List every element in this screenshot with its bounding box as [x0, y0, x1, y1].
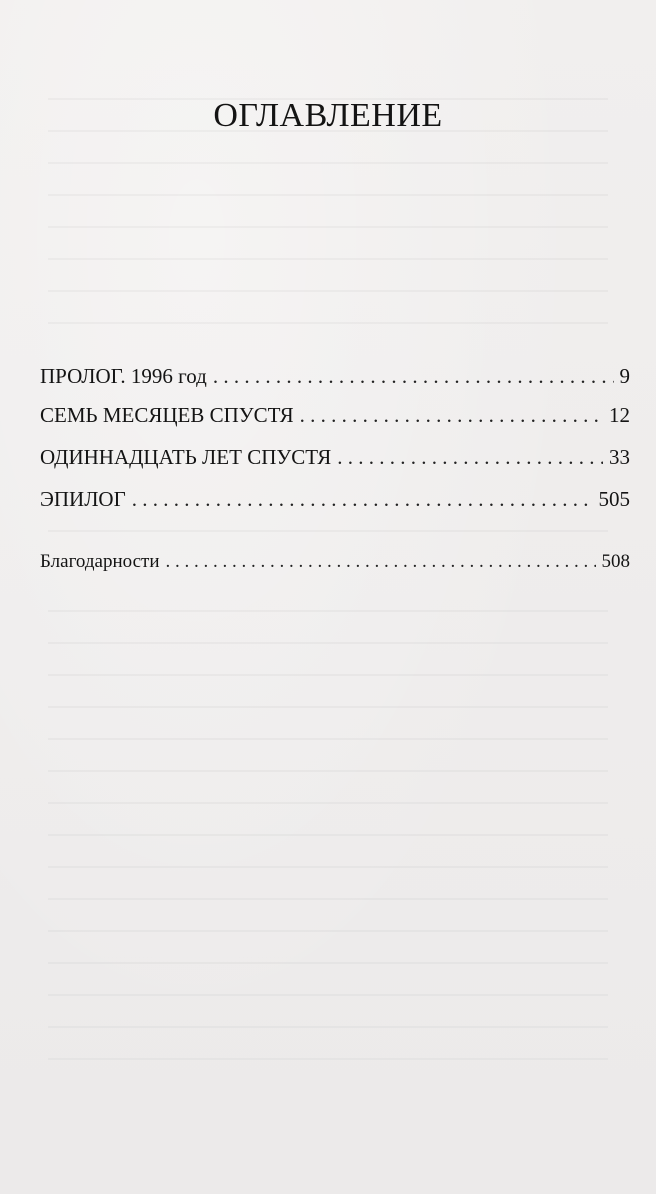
toc-entry-label: ОДИННАДЦАТЬ ЛЕТ СПУСТЯ	[40, 445, 332, 469]
dot-leader	[337, 445, 603, 470]
toc-entry-prologue[interactable]	[40, 364, 630, 389]
show-through-line	[48, 1026, 608, 1028]
toc-page-number: 12	[609, 403, 630, 427]
toc-page-number: 505	[598, 487, 630, 511]
show-through-line	[48, 162, 608, 164]
show-through-line	[48, 674, 608, 676]
show-through-line	[48, 802, 608, 804]
dot-leader	[213, 364, 614, 389]
toc-entry-epilogue[interactable]	[40, 487, 630, 512]
show-through-line	[48, 738, 608, 740]
toc-entry-label: Благодарности	[40, 551, 160, 572]
toc-entry-acknowledgements[interactable]	[40, 551, 630, 573]
toc-page-number: 9	[619, 364, 630, 388]
show-through-line	[48, 866, 608, 868]
toc-page-number: 33	[609, 445, 630, 469]
dot-leader	[132, 487, 593, 512]
show-through-line	[48, 610, 608, 612]
show-through-line	[48, 962, 608, 964]
show-through-line	[48, 322, 608, 324]
show-through-line	[48, 834, 608, 836]
show-through-line	[48, 994, 608, 996]
show-through-line	[48, 530, 608, 532]
toc-entry-label: ЭПИЛОГ	[40, 487, 126, 511]
show-through-line	[48, 258, 608, 260]
show-through-line	[48, 770, 608, 772]
show-through-line	[48, 1058, 608, 1060]
show-through-line	[48, 898, 608, 900]
toc-entry-label: ПРОЛОГ. 1996 год	[40, 364, 207, 388]
toc-entry-seven-months-later[interactable]	[40, 403, 630, 428]
page-title: ОГЛАВЛЕНИЕ	[213, 96, 443, 134]
show-through-line	[48, 706, 608, 708]
dot-leader	[300, 403, 603, 428]
show-through-line	[48, 930, 608, 932]
show-through-line	[48, 226, 608, 228]
show-through-line	[48, 194, 608, 196]
show-through-line	[48, 290, 608, 292]
show-through-line	[48, 642, 608, 644]
toc-entry-label: СЕМЬ МЕСЯЦЕВ СПУСТЯ	[40, 403, 294, 427]
dot-leader	[166, 551, 596, 573]
toc-entry-eleven-years-later[interactable]	[40, 445, 630, 470]
toc-page-number: 508	[601, 551, 630, 572]
